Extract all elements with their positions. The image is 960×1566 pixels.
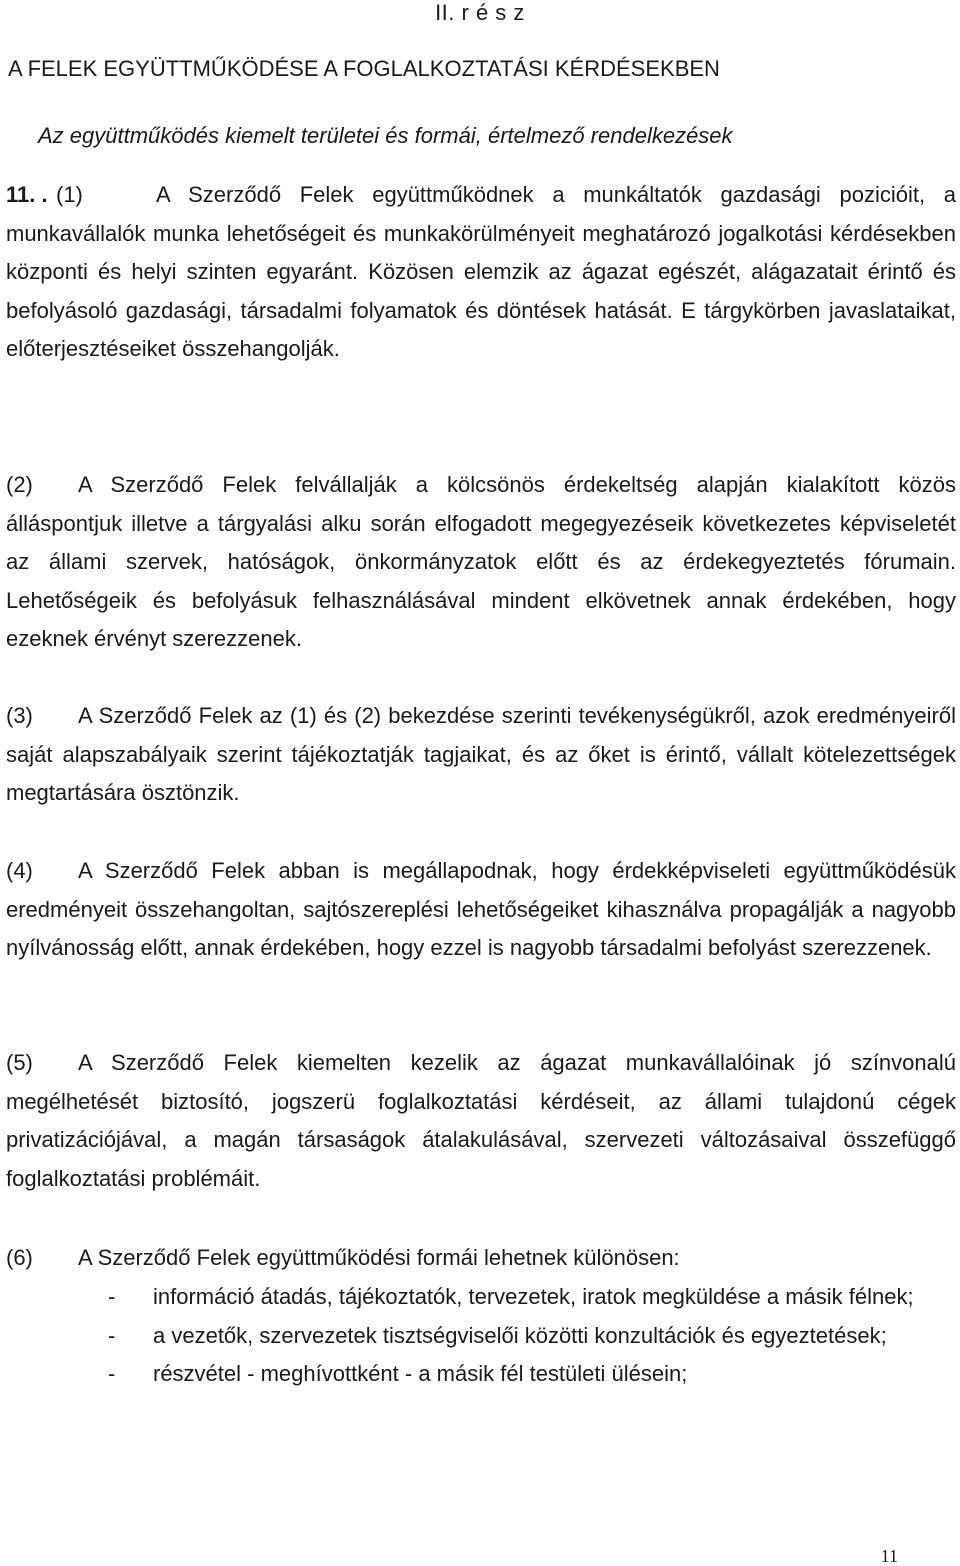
paragraph-text: A Szerződő Felek abban is megállapodnak, hogy érdekképviseleti együttműködésük eredményeit összehangoltan, sajtószereplési lehetőségeiket kihasználva propagálják a nagyobb nyílvánosság előtt, annak érdekében, hogy ezzel is nagyobb társadalmi befolyást szerezzenek.: [6, 858, 956, 960]
list-item: [108, 1317, 958, 1356]
list-dash: -: [108, 1322, 116, 1348]
paragraph-6: [6, 1239, 956, 1278]
paragraph-2: [6, 466, 956, 659]
paragraph-text: A Szerződő Felek felvállalják a kölcsönös érdekeltség alapján kialakított közös álláspontjuk illetve a tárgyalási alku során elfogadott megegyezéseik következetes képviseletét az állami szervek, hatóságok, önkormányzatok előtt és az érdekegyeztetés fórumain. Lehetőségeik és befolyásuk felhasználásával mindent elkövetnek annak érdekében, hogy ezeknek érvényt szerezzenek.: [6, 472, 956, 651]
list-item: [108, 1355, 958, 1394]
paragraph-text: A Szerződő Felek együttműködnek a munkáltatók gazdasági pozicióit, a munkavállalók munka lehetőségeit és munkakörülményeit meghatározó jogalkotási kérdésekben központi és helyi szinten egyaránt. Közösen elemzik az ágazat egészét, alágazatait érintő és befolyásoló gazdasági, társadalmi folyamatok és döntések hatását. E tárgykörben javaslataikat, előterjesztéseiket összehangolják.: [6, 182, 956, 361]
list-item-text: részvétel - meghívottként - a másik fél testületi ülésein;: [153, 1361, 688, 1386]
paragraph-text: A Szerződő Felek az (1) és (2) bekezdése szerinti tevékenységükről, azok eredményeiről saját alapszabályaik szerint tájékoztatják tagjaikat, és az őket is érintő, vállalt kötelezettségek megtartására ösztönzik.: [6, 703, 956, 805]
paragraph-number: (6): [6, 1245, 33, 1270]
section-label: 11. .: [6, 182, 48, 207]
list-item: [108, 1278, 958, 1317]
paragraph-number: (4): [6, 858, 33, 883]
chapter-title: A FELEK EGYÜTTMŰKÖDÉSE A FOGLALKOZTATÁSI KÉRDÉSEKBEN: [8, 56, 720, 81]
paragraph-3: [6, 697, 956, 813]
paragraph-number: (2): [6, 472, 33, 497]
paragraph-text: A Szerződő Felek együttműködési formái lehetnek különösen:: [78, 1245, 680, 1270]
page-number: 11: [880, 1546, 898, 1566]
paragraph-1: [6, 176, 956, 369]
paragraph-number: (5): [6, 1050, 33, 1075]
list-item-text: információ átadás, tájékoztatók, tervezetek, iratok megküldése a másik félnek;: [153, 1284, 914, 1309]
paragraph-number: (1): [56, 182, 83, 207]
cooperation-forms-list: [108, 1278, 958, 1394]
paragraph-text: A Szerződő Felek kiemelten kezelik az ágazat munkavállalóinak jó színvonalú megélhetését biztosító, jogszerü foglalkoztatási kérdéseit, az állami tulajdonú cégek privatizációjával, a magán társaságok átalakulásával, szervezeti változásaival összefüggő foglalkoztatási problémáit.: [6, 1050, 956, 1191]
part-title: II. r é s z: [435, 0, 525, 25]
paragraph-4: [6, 852, 956, 968]
paragraph-5: [6, 1044, 956, 1198]
list-item-text: a vezetők, szervezetek tisztségviselői közötti konzultációk és egyeztetések;: [153, 1322, 887, 1348]
section-subtitle: Az együttműködés kiemelt területei és formái, értelmező rendelkezések: [38, 123, 733, 148]
paragraph-number: (3): [6, 703, 33, 728]
list-dash: -: [108, 1284, 116, 1309]
list-dash: -: [108, 1361, 116, 1386]
